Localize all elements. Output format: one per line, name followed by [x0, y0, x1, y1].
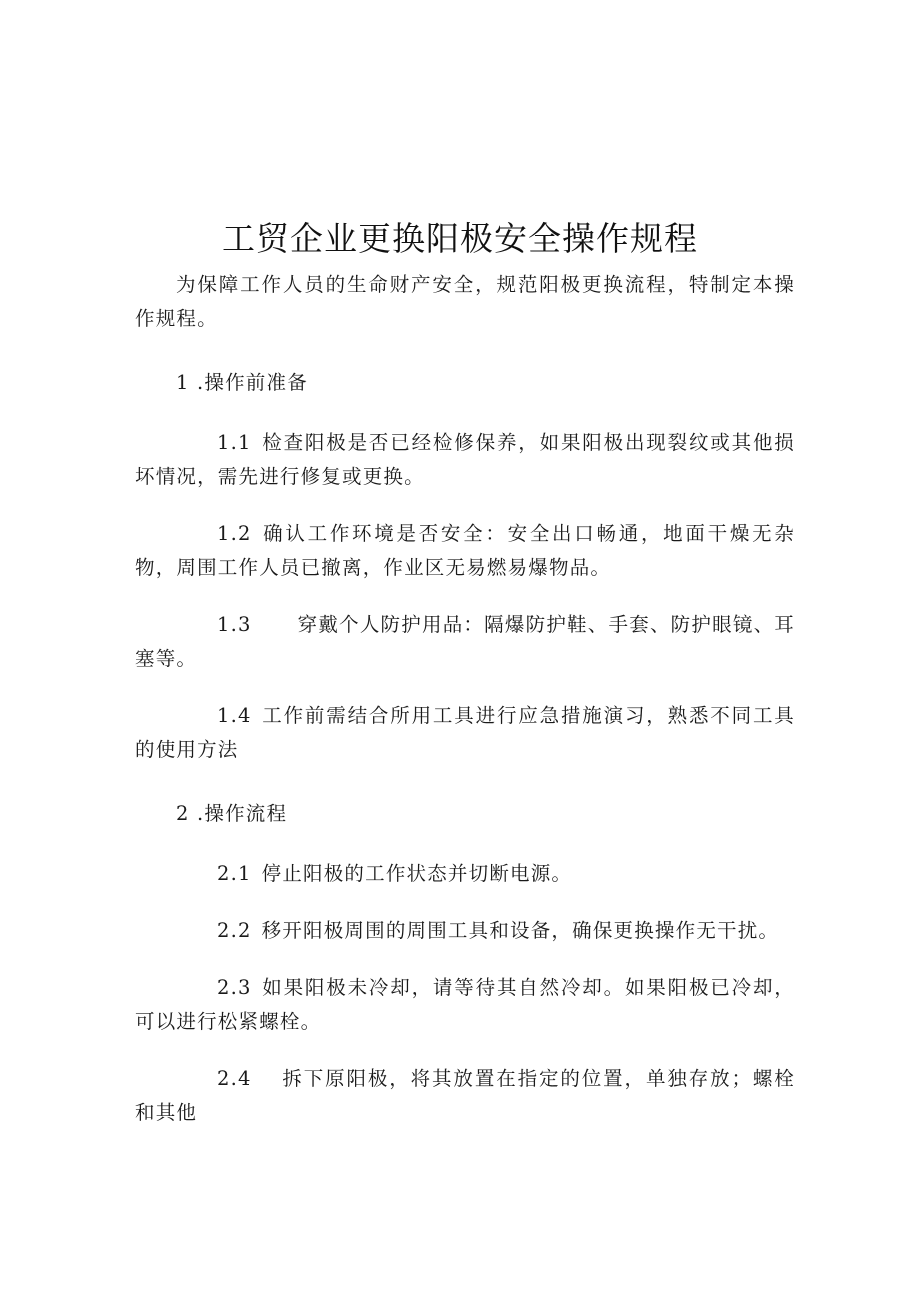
item-text: 穿戴个人防护用品：隔爆防护鞋、手套、防护眼镜、耳塞等。	[135, 613, 795, 670]
list-item	[135, 699, 795, 767]
list-item	[135, 971, 795, 1039]
list-item	[135, 914, 795, 948]
item-text: 移开阳极周围的周围工具和设备，确保更换操作无干扰。	[261, 919, 780, 942]
item-number: 1.1	[217, 431, 252, 454]
intro-paragraph: 为保障工作人员的生命财产安全，规范阳极更换流程，特制定本操作规程。	[135, 273, 795, 330]
list-item	[135, 1062, 795, 1130]
item-number: 2.4	[217, 1067, 252, 1090]
list-item	[135, 517, 795, 585]
document-body	[135, 268, 795, 1153]
item-number: 2.3	[217, 976, 252, 999]
section-heading-2: 2 .操作流程	[176, 802, 288, 825]
item-text: 如果阳极未冷却，请等待其自然冷却。如果阳极已冷却，可以进行松紧螺栓。	[135, 976, 795, 1033]
document-title: 工贸企业更换阳极安全操作规程	[222, 219, 698, 258]
list-item	[135, 608, 795, 676]
item-text: 拆下原阳极，将其放置在指定的位置，单独存放；螺栓和其他	[135, 1067, 795, 1124]
item-text: 检查阳极是否已经检修保养，如果阳极出现裂纹或其他损坏情况，需先进行修复或更换。	[135, 431, 795, 488]
item-number: 1.4	[217, 704, 252, 727]
section-heading-1: 1 .操作前准备	[176, 371, 308, 394]
list-item	[135, 857, 795, 891]
item-number: 2.2	[217, 919, 252, 942]
item-number: 2.1	[217, 862, 252, 885]
item-text: 确认工作环境是否安全：安全出口畅通，地面干燥无杂物，周围工作人员已撤离，作业区无易燃易爆物品。	[135, 522, 795, 579]
item-number: 1.2	[217, 522, 252, 545]
item-text: 工作前需结合所用工具进行应急措施演习，熟悉不同工具的使用方法	[135, 704, 795, 761]
item-text: 停止阳极的工作状态并切断电源。	[261, 862, 573, 885]
item-number: 1.3	[217, 613, 252, 636]
list-item	[135, 426, 795, 494]
